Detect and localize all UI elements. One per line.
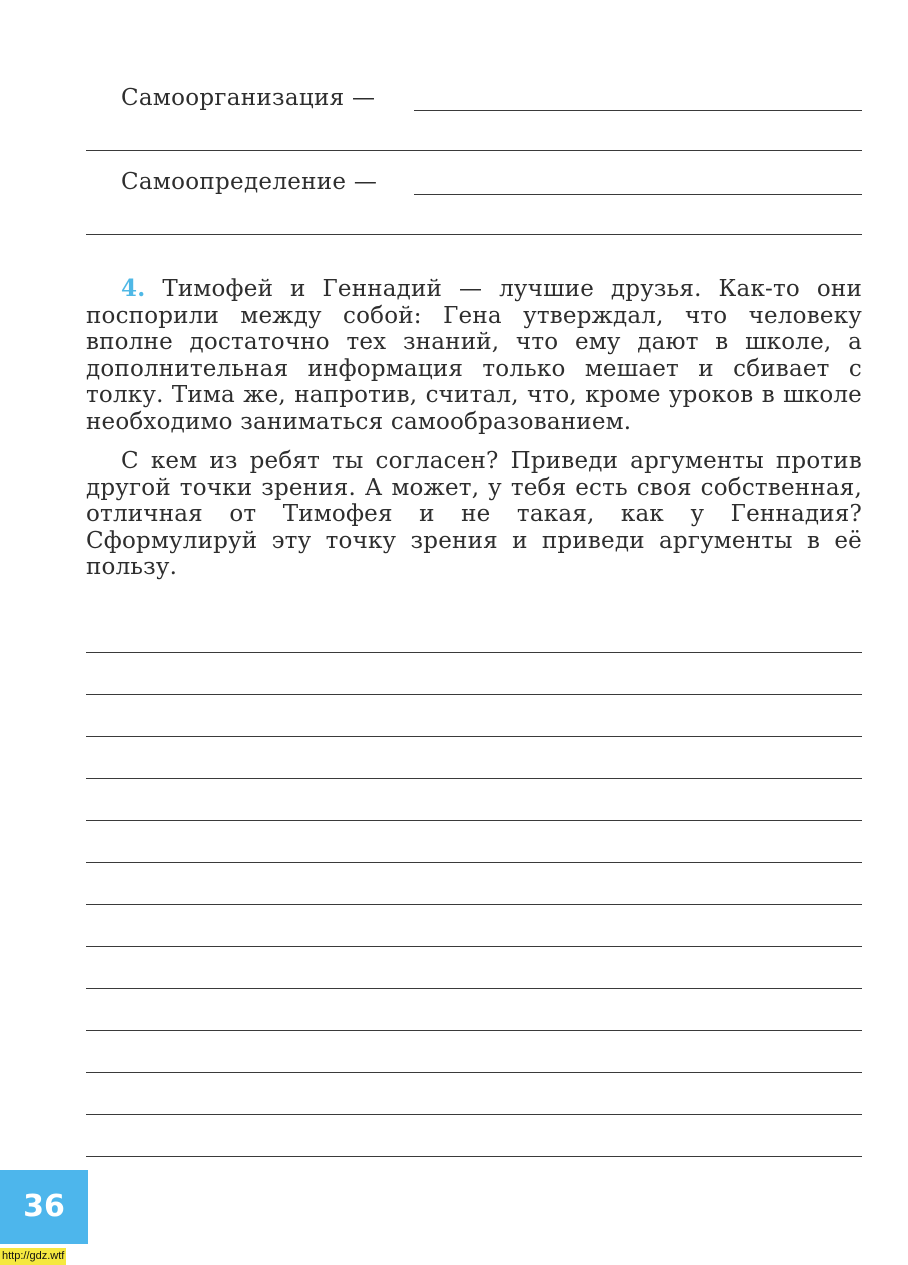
answer-line[interactable]: [86, 946, 862, 947]
task-number: 4.: [121, 275, 146, 302]
definition-term: Самоопределение —: [121, 169, 378, 195]
answer-line[interactable]: [86, 736, 862, 737]
answer-line[interactable]: [86, 234, 862, 235]
task-paragraph-1: [86, 276, 862, 435]
definition-row-self-organization: [86, 84, 862, 124]
page-number-badge: [0, 1170, 88, 1244]
page-number: 36: [23, 1189, 65, 1224]
watermark-link[interactable]: http://gdz.wtf: [0, 1248, 66, 1265]
answer-line[interactable]: [86, 1156, 862, 1157]
answer-line[interactable]: [86, 1114, 862, 1115]
task-4: [86, 276, 862, 581]
definition-term: Самоорганизация —: [121, 85, 376, 111]
definition-row-self-determination: [86, 168, 862, 208]
task-text: Тимофей и Геннадий — лучшие друзья. Как-то они поспорили между собой: Гена утверждал, что человеку вполне достаточно тех знаний, что ему дают в школе, а дополнительная информация только мешает и сбивает с толку. Тима же, напротив, считал, что, кроме уроков в школе необходимо заниматься самообразованием.: [86, 276, 862, 435]
answer-line[interactable]: [414, 194, 862, 195]
answer-line[interactable]: [86, 820, 862, 821]
answer-line[interactable]: [86, 778, 862, 779]
answer-line[interactable]: [86, 694, 862, 695]
answer-line[interactable]: [86, 988, 862, 989]
answer-line[interactable]: [86, 1030, 862, 1031]
answer-line[interactable]: [86, 862, 862, 863]
answer-line[interactable]: [86, 652, 862, 653]
answer-line[interactable]: [86, 1072, 862, 1073]
task-paragraph-2: С кем из ребят ты согласен? Приведи аргументы против другой точки зрения. А может, у тебя есть своя собственная, отличная от Тимофея и не такая, как у Геннадия? Сформулируй эту точку зрения и приведи аргументы в её пользу.: [86, 448, 862, 580]
answer-line[interactable]: [86, 904, 862, 905]
answer-line[interactable]: [86, 150, 862, 151]
answer-line[interactable]: [414, 110, 862, 111]
